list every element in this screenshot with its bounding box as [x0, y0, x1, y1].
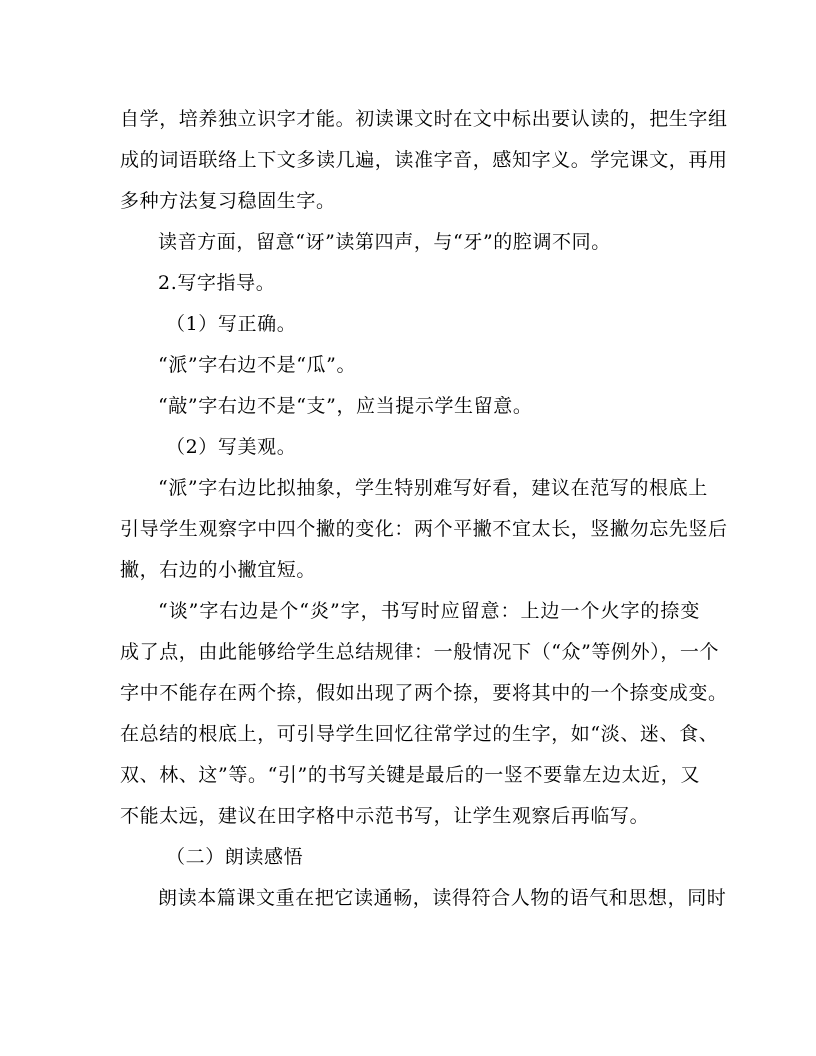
text-line: 在总结的根底上，可引导学生回忆往常学过的生字，如“淡、迷、食、 — [120, 723, 719, 745]
paragraph-start-line: “派”字右边比拟抽象，学生特别难写好看，建议在范写的根底上 — [158, 477, 708, 499]
subsection-heading: （1）写正确。 — [166, 313, 297, 335]
subsection-heading: （2）写美观。 — [166, 436, 297, 458]
section-heading: （二）朗读感悟 — [166, 846, 304, 868]
text-line: 撇，右边的小撇宜短。 — [120, 559, 317, 581]
paragraph-start-line: “派”字右边不是“瓜”。 — [158, 354, 357, 376]
text-line: 不能太远，建议在田字格中示范书写，让学生观察后再临写。 — [120, 805, 650, 827]
text-line: 引导学生观察字中四个撇的变化：两个平撇不宜太长，竖撇勿忘先竖后 — [120, 518, 728, 540]
paragraph-start-line: 朗读本篇课文重在把它读通畅，读得符合人物的语气和思想，同时 — [158, 887, 727, 909]
paragraph-start-line: 读音方面，留意“讶”读第四声，与“牙”的腔调不同。 — [158, 231, 611, 253]
text-line: 字中不能存在两个捺，假如出现了两个捺，要将其中的一个捺变成变。 — [120, 682, 728, 704]
text-line: 成了点，由此能够给学生总结规律：一般情况下（“众”等例外），一个 — [120, 641, 720, 663]
text-line: 多种方法复习稳固生字。 — [120, 190, 336, 212]
paragraph-start-line: “敲”字右边不是“支”，应当提示学生留意。 — [158, 395, 533, 417]
text-line: 双、林、这”等。“引”的书写关键是最后的一竖不要靠左边太近，又 — [120, 764, 700, 786]
paragraph-start-line: “谈”字右边是个“炎”字，书写时应留意：上边一个火字的捺变 — [158, 600, 700, 622]
text-line: 成的词语联络上下文多读几遍，读准字音，感知字义。学完课文，再用 — [120, 149, 728, 171]
text-line: 自学，培养独立识字才能。初读课文时在文中标出要认读的，把生字组 — [120, 108, 728, 130]
section-heading: 2.写字指导。 — [158, 272, 276, 294]
